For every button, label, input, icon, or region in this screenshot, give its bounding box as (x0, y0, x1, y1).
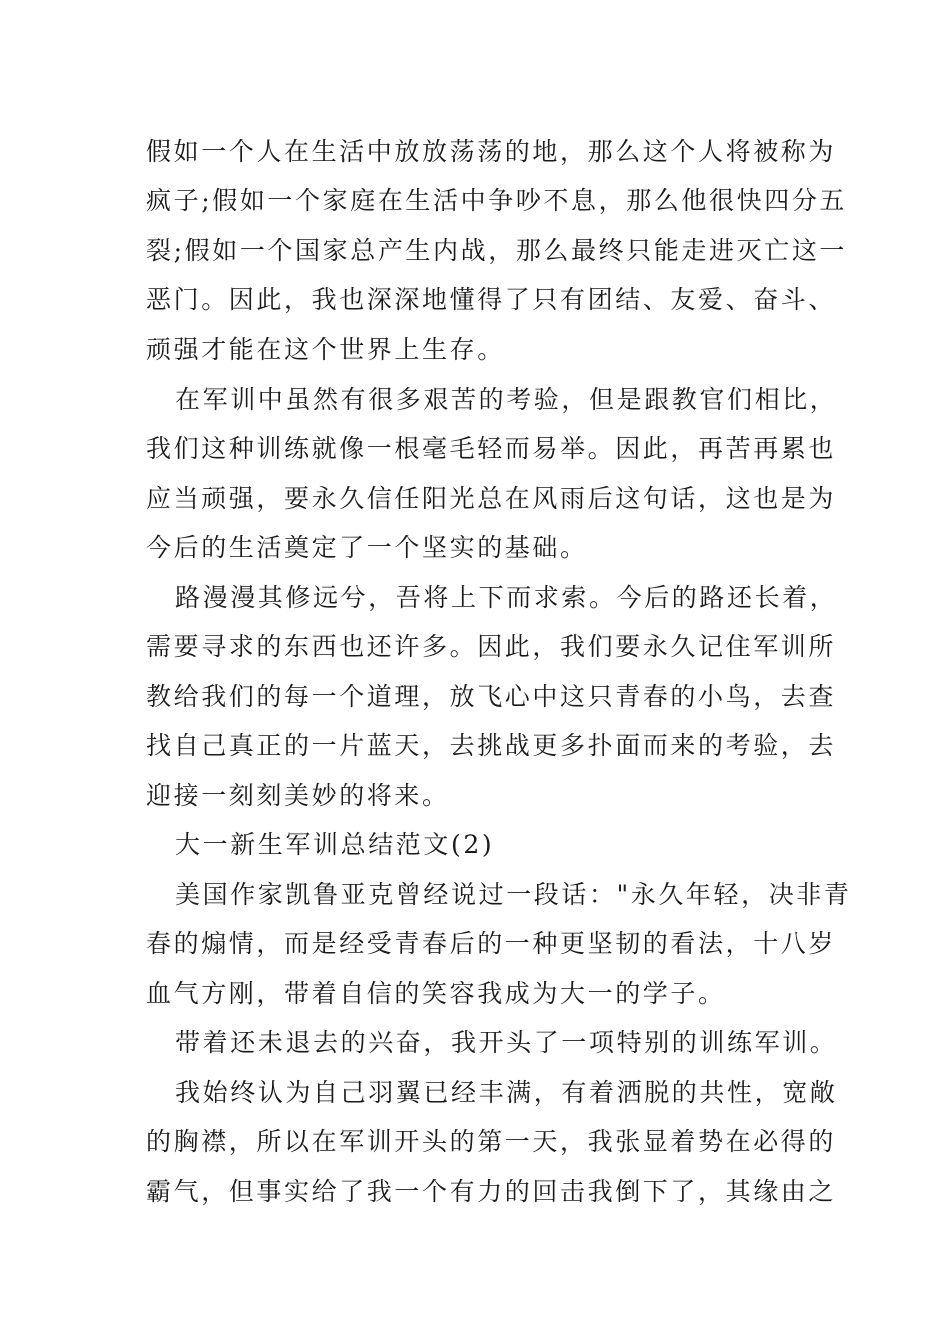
paragraph-first-line: 带着还未退去的兴奋，我开头了一项特别的训练军训。 (175, 1028, 838, 1057)
text-line: 春的煽情，而是经受青春后的一种更坚韧的看法，十八岁 (146, 929, 837, 958)
paragraph-first-line: 在军训中虽然有很多艰苦的考验，但是跟教官们相比， (175, 385, 838, 414)
text-line: 我们这种训练就像一根毫毛轻而易举。因此，再苦再累也 (146, 434, 837, 463)
paragraph-first-line: 美国作家凯鲁亚克曾经说过一段话："永久年轻，决非青 (175, 880, 852, 909)
text-line: 顽强才能在这个世界上生存。 (146, 335, 505, 364)
text-line: 找自己真正的一片蓝天，去挑战更多扑面而来的考验，去 (146, 731, 837, 760)
text-line: 霸气，但事实给了我一个有力的回击我倒下了，其缘由之 (146, 1177, 837, 1206)
text-line: 的胸襟，所以在军训开头的第一天，我张显着势在必得的 (146, 1127, 837, 1156)
text-line: 恶门。因此，我也深深地懂得了只有团结、友爱、奋斗、 (146, 285, 837, 314)
text-line: 教给我们的每一个道理，放飞心中这只青春的小鸟，去查 (146, 682, 837, 711)
text-line: 血气方刚，带着自信的笑容我成为大一的学子。 (146, 979, 726, 1008)
text-line: 需要寻求的东西也还许多。因此，我们要永久记住军训所 (146, 632, 837, 661)
paragraph-first-line: 路漫漫其修远兮，吾将上下而求索。今后的路还长着， (175, 583, 838, 612)
text-line: 假如一个人在生活中放放荡荡的地，那么这个人将被称为 (146, 137, 837, 166)
text-line: 今后的生活奠定了一个坚实的基础。 (146, 533, 588, 562)
section-heading: 大一新生军训总结范文(2) (175, 830, 495, 859)
text-line: 迎接一刻刻美妙的将来。 (146, 781, 450, 810)
text-line: 疯子;假如一个家庭在生活中争吵不息，那么他很快四分五 (146, 186, 848, 215)
paragraph-first-line: 我始终认为自己羽翼已经丰满，有着洒脱的共性，宽敞 (175, 1078, 838, 1107)
text-line: 裂;假如一个国家总产生内战，那么最终只能走进灭亡这一 (146, 236, 848, 265)
text-line: 应当顽强，要永久信任阳光总在风雨后这句话，这也是为 (146, 484, 837, 513)
